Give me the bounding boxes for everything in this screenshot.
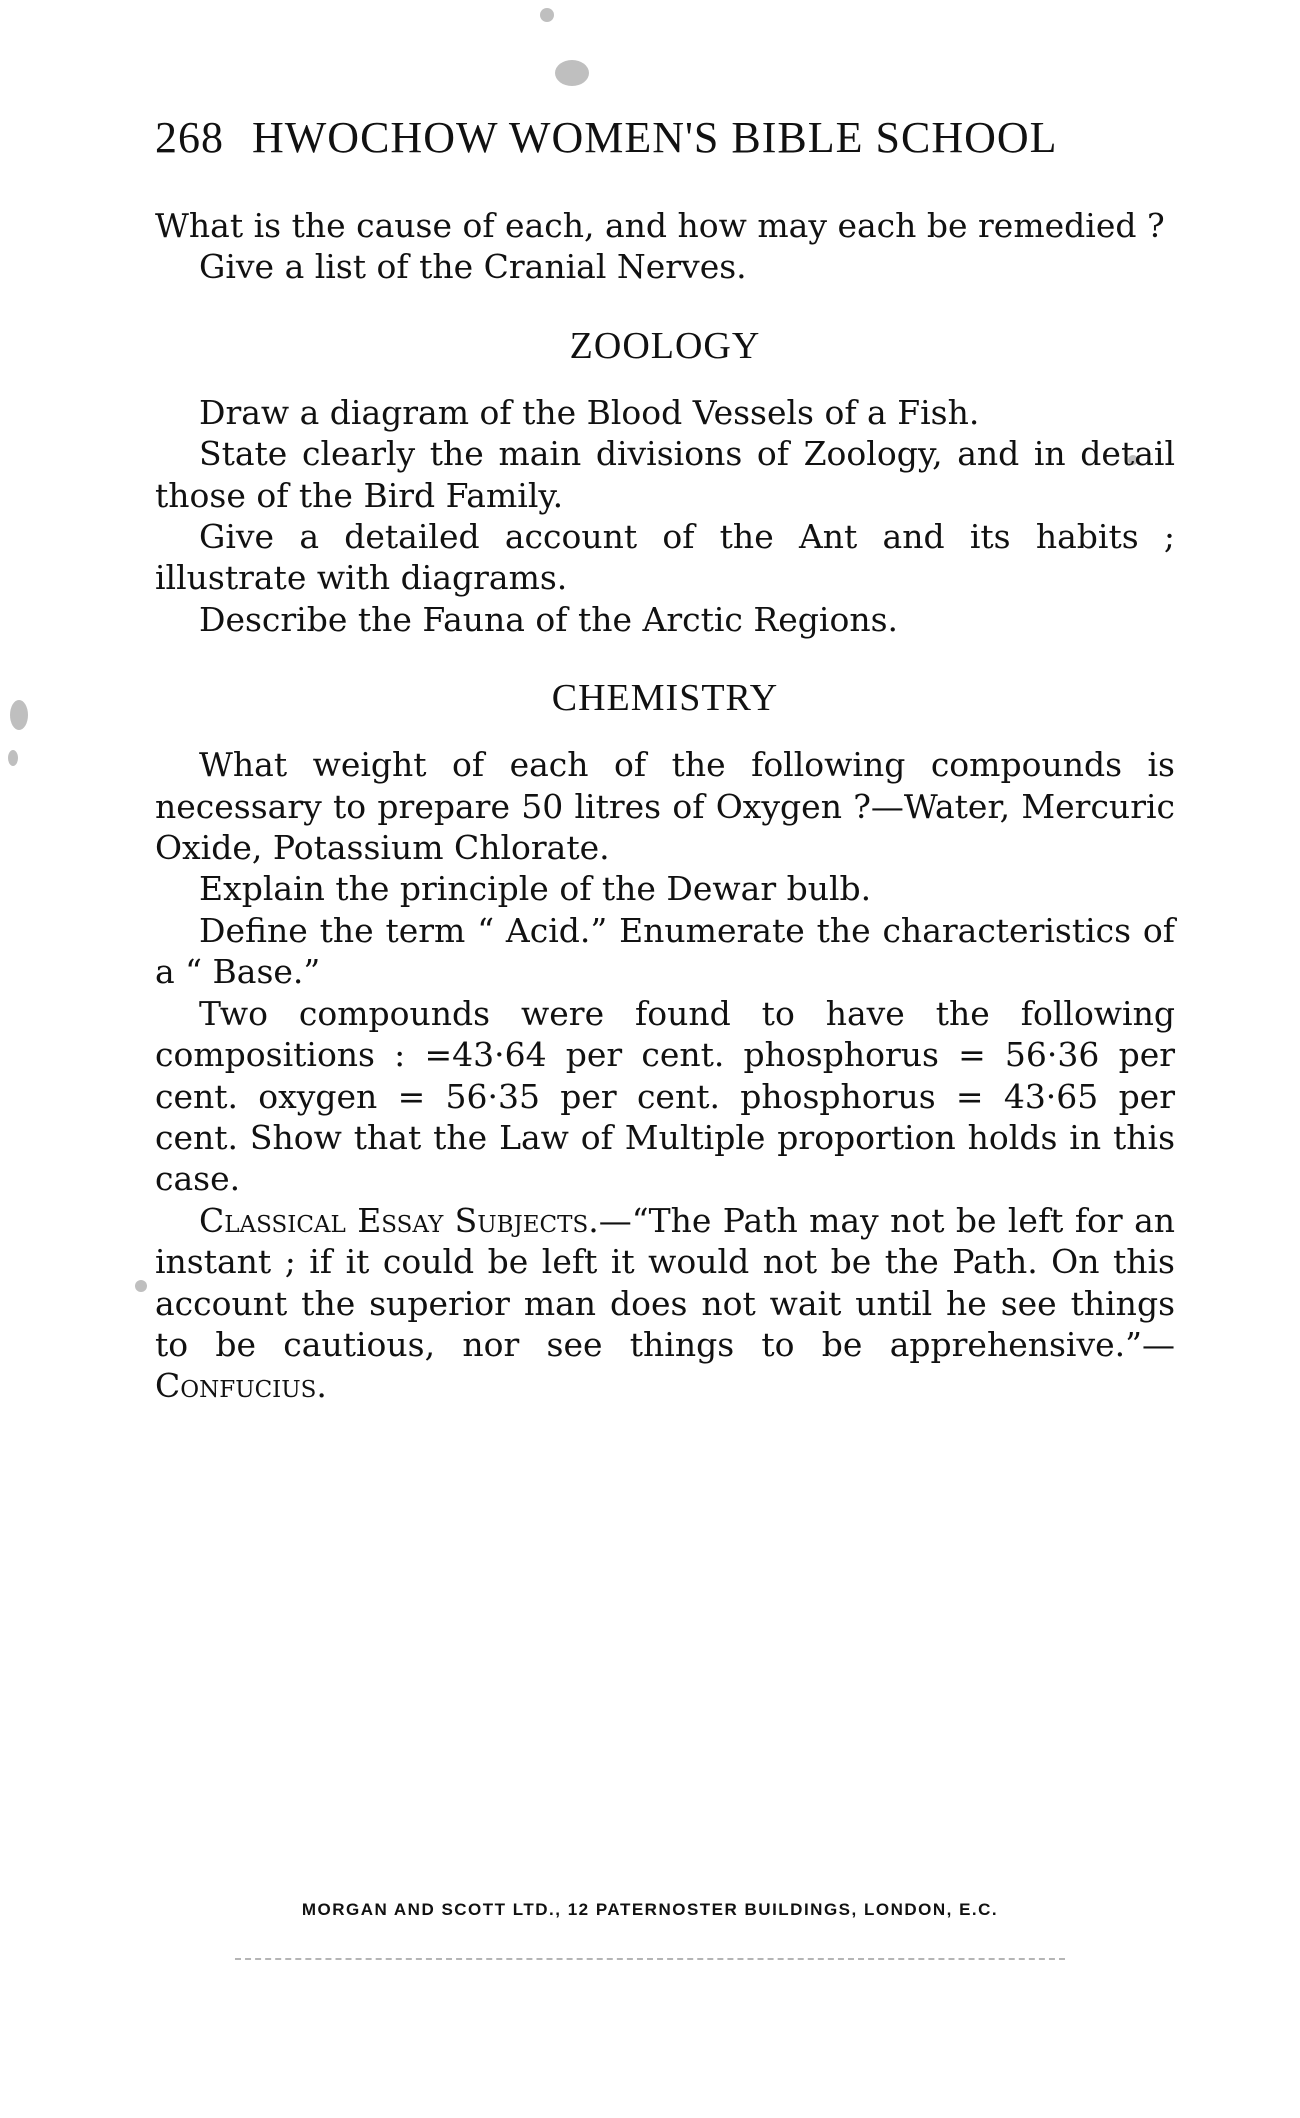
scan-speck <box>10 700 28 730</box>
zoology-question-3: Give a detailed account of the Ant and its habits ; illustrate with diagrams. <box>155 517 1175 598</box>
scan-speck <box>555 60 589 86</box>
zoology-heading: ZOOLOGY <box>569 324 761 367</box>
chemistry-question-1: What weight of each of the following compounds is necessary to prepare 50 litres of Oxygen ?—Water, Mercuric Oxide, Potassium Chlorate. <box>155 745 1175 868</box>
chemistry-question-2: Explain the principle of the Dewar bulb. <box>199 869 872 909</box>
essay-quote: —“The Path may not be left for an instant ; if it could be left it would not be the Path. On this account the superior man does not wait until he see things to be cautious, nor see things to be apprehensive.”— <box>155 1200 1175 1364</box>
zoology-question-1: Draw a diagram of the Blood Vessels of a Fish. <box>199 392 980 432</box>
essay-author: Confucius. <box>155 1366 327 1406</box>
chemistry-question-3: Define the term “ Acid.” Enumerate the characteristics of a “ Base.” <box>155 910 1175 992</box>
scan-speck <box>540 8 554 22</box>
intro-question-2: Give a list of the Cranial Nerves. <box>199 247 747 287</box>
running-title: HWOCHOW WOMEN'S BIBLE SCHOOL <box>252 113 1058 162</box>
essay-subjects <box>155 1200 1175 1407</box>
scan-speck <box>8 750 18 766</box>
running-header <box>155 112 1175 163</box>
footer-rule <box>235 1958 1065 1960</box>
scan-speck <box>135 1280 147 1292</box>
chemistry-heading: CHEMISTRY <box>551 677 779 720</box>
essay-label: Classical Essay Subjects. <box>199 1200 599 1240</box>
page-number: 268 <box>155 113 224 162</box>
page-body <box>155 205 1175 1407</box>
zoology-question-2: State clearly the main divisions of Zoology, and in detail those of the Bird Family. <box>155 434 1175 515</box>
printer-imprint: MORGAN AND SCOTT LTD., 12 PATERNOSTER BUILDINGS, LONDON, E.C. <box>301 1900 999 1919</box>
intro-question-1: What is the cause of each, and how may each be remedied ? <box>155 206 1165 245</box>
chemistry-question-4: Two compounds were found to have the following compositions : =43·64 per cent. phosphorus = 56·36 per cent. oxygen = 56·35 per cent. phosphorus = 43·65 per cent. Show that the Law of Multiple proportion holds in this case. <box>155 993 1175 1199</box>
zoology-question-4: Describe the Fauna of the Arctic Regions. <box>199 599 898 639</box>
